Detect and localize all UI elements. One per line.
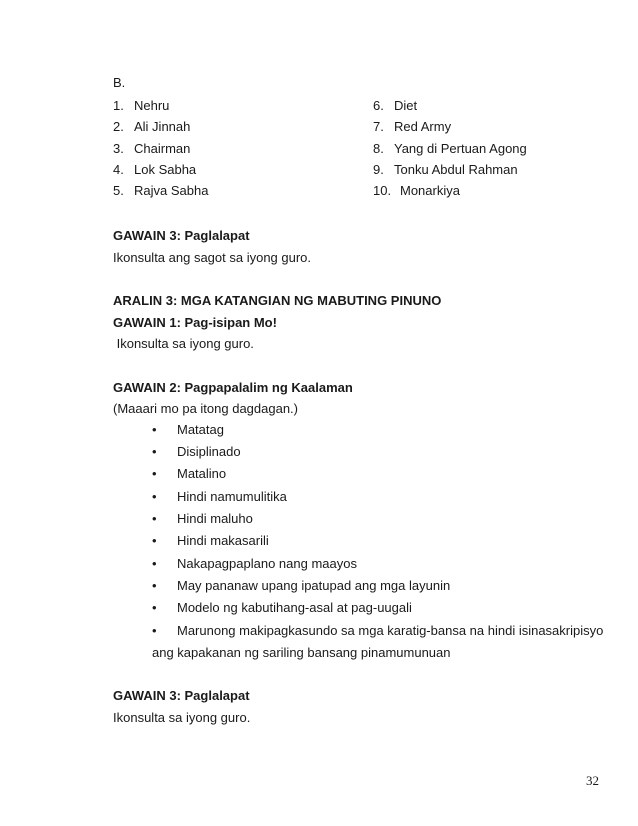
list-item xyxy=(113,98,169,113)
section-heading: GAWAIN 3: Paglalapat xyxy=(113,688,250,703)
item-number: 1. xyxy=(113,98,124,113)
bullet-icon: • xyxy=(152,533,157,548)
item-text: Matalino xyxy=(177,466,227,481)
section-b-label: B. xyxy=(113,75,126,90)
item-text: Ali Jinnah xyxy=(134,119,191,134)
page-number: 32 xyxy=(586,773,599,788)
item-text: Hindi namumulitika xyxy=(177,489,287,504)
item-number: 7. xyxy=(373,119,384,134)
item-text: Hindi maluho xyxy=(177,511,253,526)
item-text: Marunong makipagkasundo sa mga karatig-bansa na hindi isinasakripisyo xyxy=(177,623,604,638)
item-text: Lok Sabha xyxy=(134,162,197,177)
bullet-icon: • xyxy=(152,489,157,504)
bullet-icon: • xyxy=(152,556,157,571)
item-text: Monarkiya xyxy=(400,183,460,198)
list-item xyxy=(113,183,208,198)
bullet-icon: • xyxy=(152,578,157,593)
item-number: 8. xyxy=(373,141,384,156)
note-text: (Maaari mo pa itong dagdagan.) xyxy=(113,401,299,416)
item-text: Red Army xyxy=(394,119,452,134)
item-text: Nakapagpaplano nang maayos xyxy=(177,556,357,571)
item-text: Chairman xyxy=(134,141,191,156)
bullet-icon: • xyxy=(152,444,157,459)
bullet-icon: • xyxy=(152,422,157,437)
item-text: Nehru xyxy=(134,98,170,113)
item-number: 4. xyxy=(113,162,124,177)
item-number: 6. xyxy=(373,98,384,113)
item-text: Matatag xyxy=(177,422,224,437)
list-item xyxy=(373,162,518,177)
list-item xyxy=(373,183,460,198)
item-text: Disiplinado xyxy=(177,444,241,459)
bullet-icon: • xyxy=(152,600,157,615)
list-item xyxy=(113,162,196,177)
item-number: 3. xyxy=(113,141,124,156)
bullet-icon: • xyxy=(152,623,157,638)
bullet-icon: • xyxy=(152,466,157,481)
item-number: 5. xyxy=(113,183,124,198)
section-heading: GAWAIN 3: Paglalapat xyxy=(113,228,250,243)
item-number: 9. xyxy=(373,162,384,177)
list-item xyxy=(113,119,190,134)
instruction-text: Ikonsulta sa iyong guro. xyxy=(113,710,251,725)
instruction-text: Ikonsulta ang sagot sa iyong guro. xyxy=(113,250,312,265)
item-number: 10. xyxy=(373,183,392,198)
item-text: Tonku Abdul Rahman xyxy=(394,162,518,177)
list-item xyxy=(373,98,417,113)
section-heading: GAWAIN 1: Pag-isipan Mo! xyxy=(113,315,277,330)
instruction-text: Ikonsulta sa iyong guro. xyxy=(113,336,254,351)
item-number: 2. xyxy=(113,119,124,134)
list-item xyxy=(373,141,527,156)
item-text: Rajva Sabha xyxy=(134,183,209,198)
item-text: Hindi makasarili xyxy=(177,533,269,548)
section-heading: GAWAIN 2: Pagpapalalim ng Kaalaman xyxy=(113,380,353,395)
item-text-continuation: ang kapakanan ng sariling bansang pinamumunuan xyxy=(152,645,451,660)
bullet-icon: • xyxy=(152,511,157,526)
item-text: Yang di Pertuan Agong xyxy=(394,141,527,156)
item-text: Diet xyxy=(394,98,418,113)
item-text: May pananaw upang ipatupad ang mga layunin xyxy=(177,578,451,593)
list-item xyxy=(373,119,451,134)
list-item xyxy=(113,141,190,156)
item-text: Modelo ng kabutihang-asal at pag-uugali xyxy=(177,600,412,615)
lesson-heading: ARALIN 3: MGA KATANGIAN NG MABUTING PINUNO xyxy=(113,293,442,308)
